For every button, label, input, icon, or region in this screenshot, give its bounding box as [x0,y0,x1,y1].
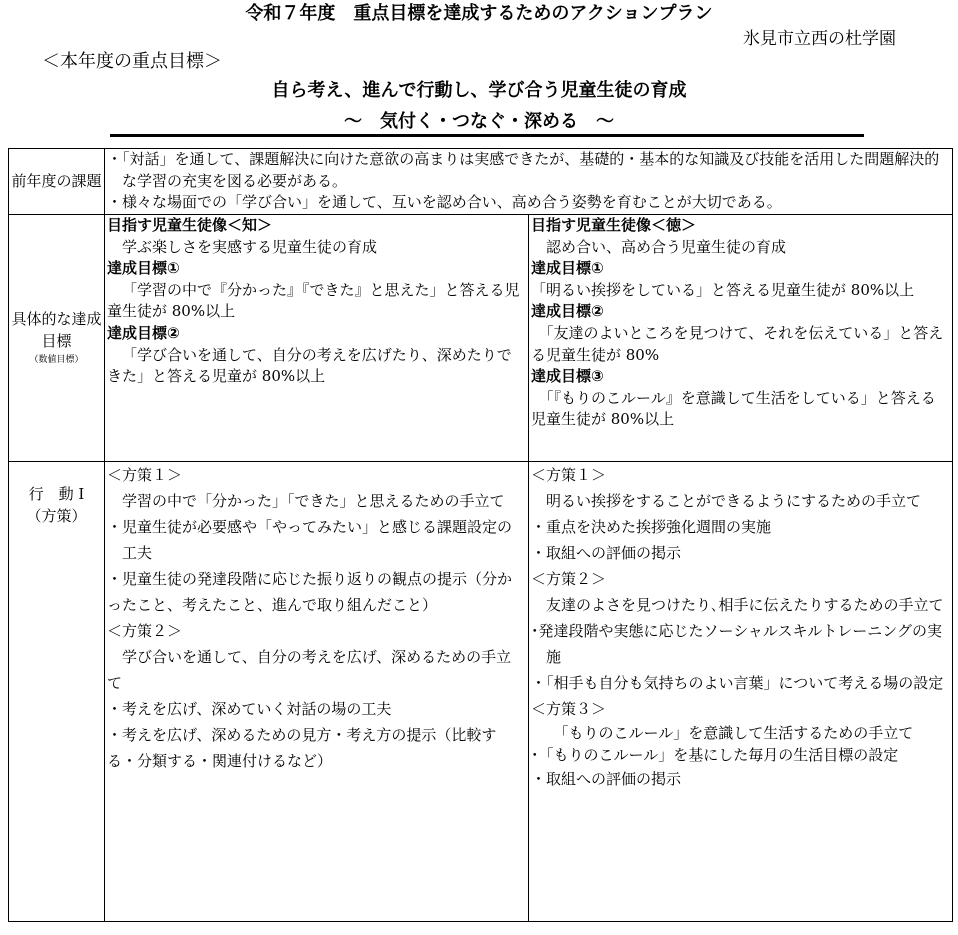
plan-item: ・考えを広げ、深めていく対話の場の工夫 [107,700,392,718]
goal-label: 達成目標② [107,323,180,342]
targets-virtue-cell [529,215,953,462]
plan-label: ＜方策２＞ [531,570,607,588]
targets-header-note: （数値目標） [29,354,84,365]
issues-row [9,149,953,215]
plan-intro: 学び合いを通して、自分の考えを広げ、深めるための手立て [107,648,512,692]
plan-label: ＜方策２＞ [107,622,183,640]
issue-item: ・様々な場面での「学び合い」を通して、互いを認め合い、高め合う姿勢を育むことが大切である。 [107,193,782,212]
actions-row [9,462,953,922]
knowledge-heading: 目指す児童生徒像＜知＞ [107,216,273,234]
virtue-heading: 目指す児童生徒像＜徳＞ [531,216,697,234]
plan-item: ・「相手も自分も気持ちのよい言葉」について考える場の設定 [531,674,944,692]
section-label: ＜本年度の重点目標＞ [42,51,222,72]
targets-header: 具体的な達成目標 [11,310,102,350]
plan-item: ・児童生徒の発達段階に応じた振り返りの観点の提示（分かったこと、考えたこと、進んで取り組んだこと） [107,570,513,614]
actions-virtue-cell [529,462,953,922]
goal-underline [110,134,864,137]
actions-header: 行 動 Ⅰ [28,485,85,503]
plan-intro: 学習の中で「分かった」「できた」と思えるための手立て [122,492,505,510]
sub-goal: ～ 気付く・つなぐ・深める ～ [344,111,614,132]
plan-item: ･「もりのこルール」を基にした毎月の生活目標の設定 [531,746,899,764]
goal-label: 達成目標① [107,259,180,278]
plan-intro: 明るい挨拶をすることができるようにするための手立て [546,492,922,510]
goal-text: 「明るい挨拶をしている」と答える児童生徒が 80%以上 [531,280,915,299]
actions-knowledge-cell [105,462,529,922]
issues-header: 前年度の課題 [9,149,105,215]
plan-intro: 友達のよさを見つけたり､相手に伝えたりするための手立て [546,596,944,614]
plan-item: ・重点を決めた挨拶強化週間の実施 [531,518,772,536]
targets-knowledge-cell [105,215,529,462]
plan-label: ＜方策３＞ [531,700,607,718]
targets-header-cell [9,215,105,462]
plan-label: ＜方策１＞ [107,466,183,484]
plan-item: ･発達段階や実態に応じたソーシャルスキルトレーニングの実施 [531,622,943,666]
issue-item: ・「対話」を通して、課題解決に向けた意欲の高まりは実感できたが、基礎的・基本的な知識及び技能を活用した問題解決的な学習の充実を図る必要がある。 [107,150,940,190]
goal-text: 「『もりのこルール』を意識して生活をしている」と答える児童生徒が 80%以上 [531,388,936,429]
main-goal: 自ら考え、進んで行動し、学び合う児童生徒の育成 [271,80,687,101]
actions-header-sub: （方策） [26,506,87,525]
action-plan-table [8,148,953,922]
goal-label: 達成目標② [531,302,604,321]
plan-item: ・取組への評価の掲示 [531,770,682,788]
plan-item: ・考えを広げ、深めるための見方・考え方の提示（比較する・分類する・関連付けるなど） [107,726,497,770]
issues-cell [105,149,953,215]
plan-intro: 「もりのこルール」を意識して生活するための手立て [553,724,914,742]
virtue-image: 認め合い、高め合う児童生徒の育成 [546,237,787,256]
plan-item: ・児童生徒が必要感や「やってみたい」と感じる課題設定の工夫 [107,518,513,562]
plan-label: ＜方策１＞ [531,466,607,484]
goal-label: 達成目標① [531,259,604,278]
knowledge-image: 学ぶ楽しさを実感する児童生徒の育成 [122,237,378,256]
goal-text: 「友達のよいところを見つけて、それを伝えている」と答える児童生徒が 80% [531,323,944,364]
plan-item: ・取組への評価の掲示 [531,544,682,562]
goal-text: 「学習の中で『分かった』『できた』と思えた」と答える児童生徒が 80%以上 [107,280,520,321]
document-title: 令和７年度 重点目標を達成するためのアクションプラン [245,3,713,24]
actions-header-cell [9,462,105,922]
targets-row [9,215,953,462]
goal-label: 達成目標③ [531,367,604,386]
school-name: 氷見市立西の杜学園 [743,29,896,49]
goal-text: 「学び合いを通して、自分の考えを広げたり、深めたりできた」と答える児童が 80%以上 [107,345,512,386]
